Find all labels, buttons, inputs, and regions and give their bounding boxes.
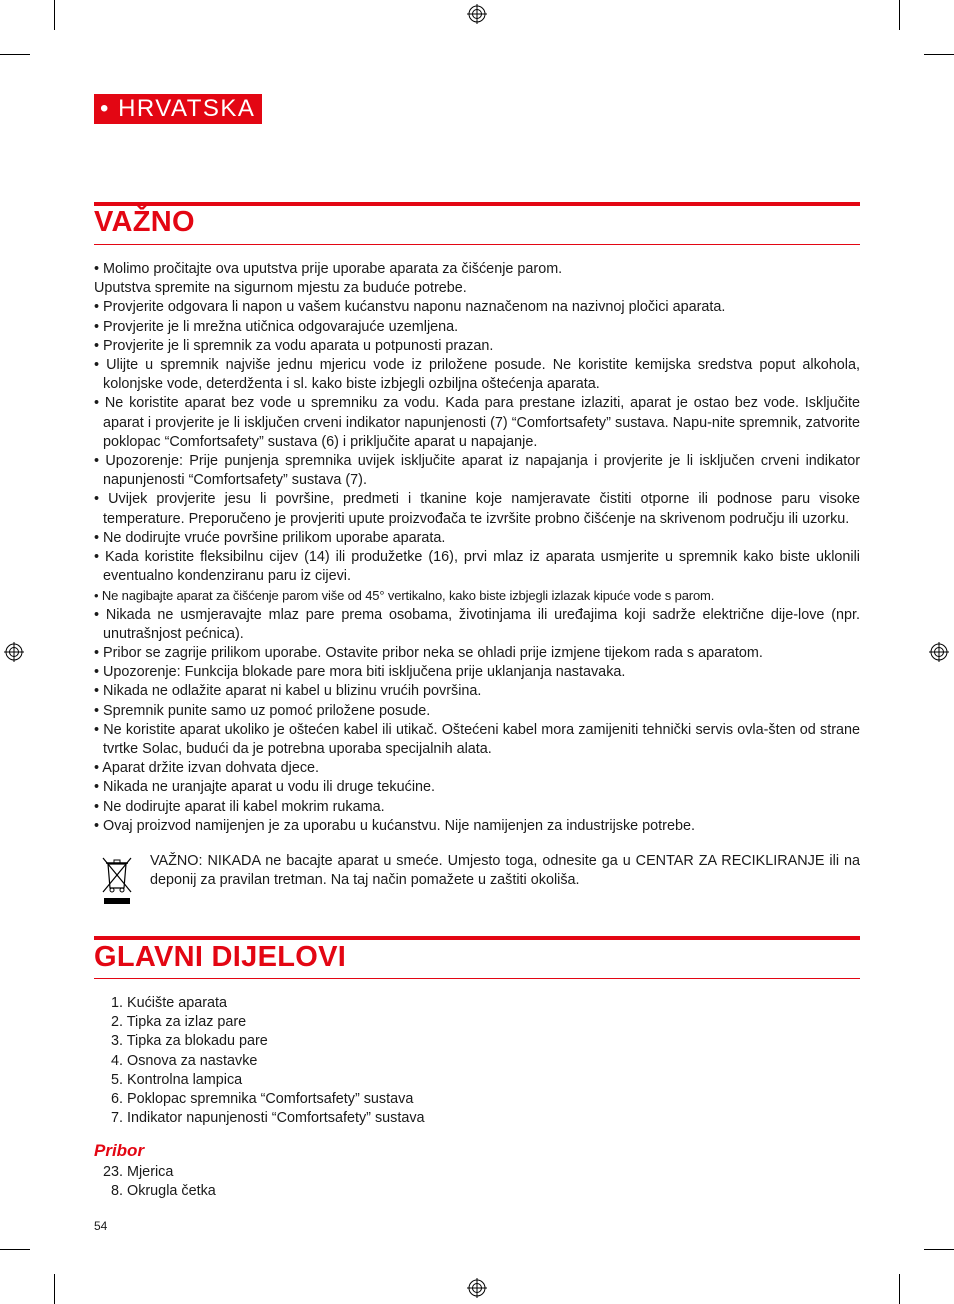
page-number: 54 — [94, 1219, 108, 1233]
list-item: • Uvijek provjerite jesu li površine, predmeti i tkanine koje namjeravate čistiti otporne ili podnose paru visoke temperature. Preporučeno je provjeriti upute proizvođača te izvršite probno čišćenje na skrivenom području ili uzorku. — [94, 491, 860, 527]
list-item: • Provjerite je li mrežna utičnica odgovarajuće uzemljena. — [94, 318, 459, 335]
list-item: • Ne nagibajte aparat za čišćenje parom više od 45° vertikalno, kako biste izbjegli izlazak kipuće vode s parom. — [94, 588, 715, 604]
list-item: • Ne koristite aparat bez vode u spremniku za vodu. Kada para prestane izlaziti, aparat je ostao bez vode. Isključite aparat i provjerite je li isključen crveni indikator napunjenosti (7) “Comfortsafety” sustava. Napu-nite spremnik, zatvorite poklopac “Comfortsafety” sustava (6) i priključite aparat u napajanje. — [94, 395, 860, 450]
list-item: • Nikada ne usmjeravajte mlaz pare prema osobama, životinjama ili uređajima koji sadrže električne dije-love (npr. unutrašnjost pećnica). — [94, 606, 860, 642]
list-item: 23. Mjerica — [102, 1164, 174, 1180]
recycle-note — [94, 852, 860, 890]
list-item: 7. Indikator napunjenosti “Comfortsafety” sustava — [110, 1110, 425, 1127]
crop-mark — [924, 1249, 954, 1250]
section-divider — [94, 978, 860, 979]
important-list — [94, 260, 860, 836]
crop-mark — [0, 54, 30, 55]
list-item: 5. Kontrolna lampica — [110, 1071, 243, 1088]
list-item: 2. Tipka za izlaz pare — [110, 1014, 247, 1031]
list-item: • Nikada ne uranjajte aparat u vodu ili druge tekućine. — [94, 779, 436, 796]
list-item: • Aparat držite izvan dohvata djece. — [94, 760, 320, 777]
crossed-out-wheelie-bin-icon — [100, 854, 134, 906]
crop-mark — [899, 1274, 900, 1304]
crop-mark — [54, 0, 55, 30]
list-item: • Pribor se zagrije prilikom uporabe. Ostavite pribor neka se ohladi prije izmjene tijekom rada s aparatom. — [94, 645, 763, 662]
list-item: • Provjerite odgovara li napon u vašem kućanstvu naponu naznačenom na nazivnoj pločici aparata. — [94, 299, 726, 316]
list-item: • Provjerite je li spremnik za vodu aparata u potpunosti prazan. — [94, 337, 494, 354]
main-parts-list — [94, 994, 425, 1128]
list-item: 6. Poklopac spremnika “Comfortsafety” sustava — [110, 1091, 414, 1108]
language-tag: • HRVATSKA — [94, 94, 262, 124]
crop-mark — [0, 1249, 30, 1250]
list-item: • Spremnik punite samo uz pomoć priložene posude. — [94, 702, 431, 719]
registration-mark-icon — [467, 4, 487, 24]
crop-mark — [54, 1274, 55, 1304]
registration-mark-icon — [929, 642, 949, 662]
list-item: • Nikada ne odlažite aparat ni kabel u blizinu vrućih površina. — [94, 683, 482, 700]
accessories-list — [94, 1163, 216, 1201]
accessories-title: Pribor — [94, 1141, 145, 1160]
section-divider — [94, 936, 860, 940]
list-item: • Ne koristite aparat ukoliko je oštećen kabel ili utikač. Oštećeni kabel mora zamijeniti tehnički servis ovla-šten od strane tvrtke Solac, budući da je potrebna uporaba specijalnih alata. — [94, 721, 860, 758]
list-item: 3. Tipka za blokadu pare — [110, 1033, 268, 1050]
list-item: • Ovaj proizvod namijenjen je za uporabu u kućanstvu. Nije namijenjen za industrijske potrebe. — [94, 817, 695, 834]
list-item: • Ne dodirujte vruće površine prilikom uporabe aparata. — [94, 529, 446, 546]
list-item: 4. Osnova za nastavke — [110, 1052, 258, 1069]
list-item: • Upozorenje: Funkcija blokade pare mora biti isključena prije uklanjanja nastavaka. — [94, 664, 626, 681]
list-item: 1. Kućište aparata — [110, 995, 227, 1011]
list-item: • Molimo pročitajte ova uputstva prije uporabe aparata za čišćenje parom. — [94, 261, 563, 277]
list-item: • Kada koristite fleksibilnu cijev (14) ili produžetke (16), prvi mlaz iz aparata usmjerite u spremnik kako biste uklonili eventualno kondenziranu paru iz cijevi. — [94, 549, 860, 585]
crop-mark — [924, 54, 954, 55]
section-divider — [94, 202, 860, 206]
important-section-title: VAŽNO — [94, 206, 195, 238]
main-parts-section-title: GLAVNI DIJELOVI — [94, 941, 347, 973]
section-divider — [94, 244, 860, 245]
list-item: • Upozorenje: Prije punjenja spremnika uvijek isključite aparat iz napajanja i provjerite je li isključen crveni indikator napunjenosti “Comfortsafety” sustava (7). — [94, 453, 860, 489]
list-item: Uputstva spremite na sigurnom mjestu za buduće potrebe. — [94, 280, 467, 297]
list-item: • Ne dodirujte aparat ili kabel mokrim rukama. — [94, 798, 385, 815]
list-item: 8. Okrugla četka — [110, 1183, 216, 1200]
recycle-note-text: VAŽNO: NIKADA ne bacajte aparat u smeće. Umjesto toga, odnesite ga u CENTAR ZA RECIKLIRANJE ili na deponij za pravilan tretman. Na taj način pomažete u zaštiti okoliša. — [150, 853, 860, 889]
list-item: • Ulijte u spremnik najviše jednu mjericu vode iz priložene posude. Ne koristite kemijska sredstva poput alkohola, kolonjske vode, deterdženta i sl. kako biste izbjegli ozbiljna oštećenja aparata. — [94, 357, 860, 393]
crop-mark — [899, 0, 900, 30]
registration-mark-icon — [467, 1278, 487, 1298]
registration-mark-icon — [4, 642, 24, 662]
